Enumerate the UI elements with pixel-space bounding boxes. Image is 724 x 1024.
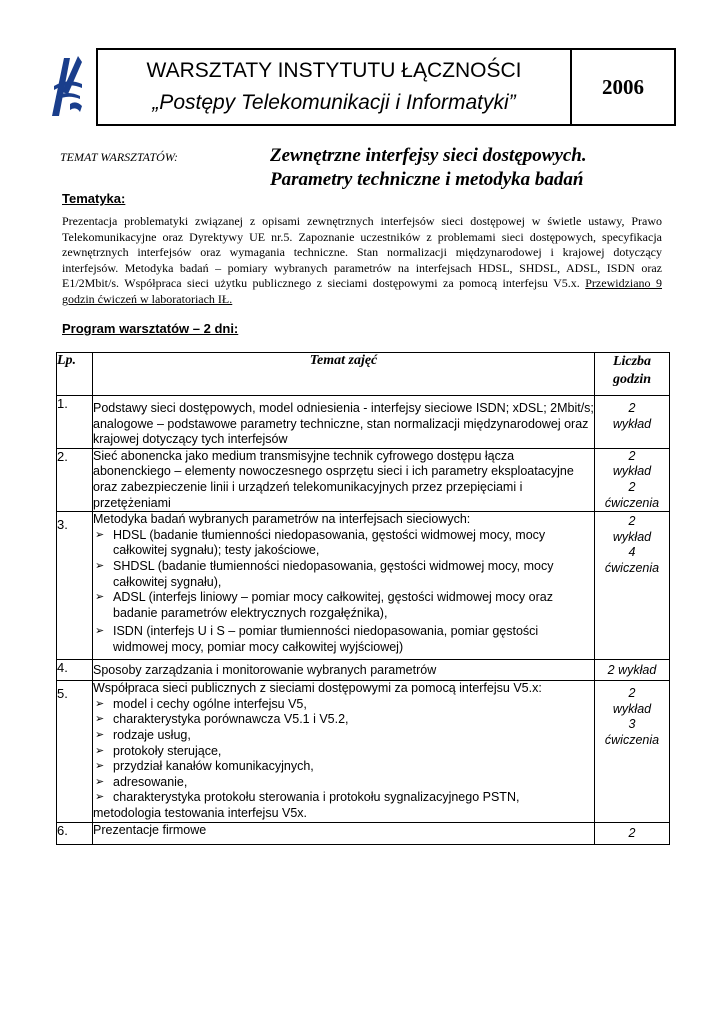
hours-line: 2 (628, 479, 636, 494)
table-row (57, 660, 670, 681)
hours-line: wykład (612, 464, 652, 479)
row-topic-text: Sieć abonencka jako medium transmisyjne technik cyfrowego dostępu łącza abonenckiego – elementy nowoczesnego osprzętu sieci i ich parametry eksploatacyjne oraz zabezpieczenie linii i urządzeń telekomunikacyjnych przez przepięciami i przetężeniami (93, 448, 574, 510)
row-topic-text: Prezentacje firmowe (93, 822, 207, 837)
topic-title-line-2: Parametry techniczne i metodyka badań (270, 169, 584, 190)
arrow-bullet-icon: ➢ (95, 791, 105, 804)
institute-logo (50, 52, 86, 118)
hours-line: 3 (628, 717, 636, 732)
row-number: 2. (57, 448, 93, 511)
table-row (57, 396, 670, 449)
program-heading: Program warsztatów – 2 dni: (62, 321, 239, 336)
row-topic-intro: Współpraca sieci publicznych z sieciami dostępowymi za pomocą interfejsu V5.x: (93, 681, 542, 696)
hours-line: ćwiczenia (604, 560, 660, 575)
program-table (56, 352, 670, 845)
tematyka-description (62, 214, 662, 308)
table-header-row (57, 353, 670, 396)
tematyka-heading: Tematyka: (62, 191, 126, 206)
arrow-bullet-icon: ➢ (95, 760, 105, 773)
arrow-bullet-icon: ➢ (95, 528, 105, 541)
row-topic (93, 448, 595, 511)
row-number: 4. (57, 660, 93, 681)
hours-line: 2 (628, 514, 636, 529)
row-topic-text: Sposoby zarządzania i monitorowanie wybranych parametrów (93, 663, 437, 678)
workshop-subtitle: „Postępy Telekomunikacji i Informatyki” (152, 91, 516, 114)
header-title-cell (98, 50, 572, 124)
list-item: ➢ adresowanie, (95, 774, 188, 789)
list-item: ➢ HDSL (badanie tłumienności niedopasowania, gęstości widmowej mocy, mocy całkowitej sygnału); testy jakościowe, (95, 527, 546, 558)
row-number: 3. (57, 512, 93, 660)
column-header-hours (595, 353, 670, 396)
hours-line: 4 (628, 545, 636, 560)
list-item: ➢ model i cechy ogólne interfejsu V5, (95, 696, 307, 711)
list-item: ➢ protokoły sterujące, (95, 743, 222, 758)
arrow-bullet-icon: ➢ (95, 728, 105, 741)
hours-line: 2 (628, 686, 636, 701)
column-header-topic: Temat zajęć (93, 353, 595, 396)
arrow-bullet-icon: ➢ (95, 625, 105, 638)
hours-line: wykład (612, 416, 652, 431)
row-hours (595, 681, 670, 822)
topic-label: TEMAT WARSZTATÓW: (60, 150, 179, 164)
table-row (57, 822, 670, 844)
column-header-hours-line-2: godzin (612, 372, 652, 387)
workshop-year: 2006 (602, 75, 644, 99)
row-hours (595, 396, 670, 449)
row-topic-outro: metodologia testowania interfejsu V5x. (93, 805, 308, 820)
arrow-bullet-icon: ➢ (95, 713, 105, 726)
list-item: ➢ ADSL (interfejs liniowy – pomiar mocy całkowitej, gęstości widmowej mocy oraz badanie parametrów elektrycznych rozgałęźnika), (95, 590, 553, 620)
column-header-hours-line-1: Liczba (612, 354, 652, 369)
row-number: 1. (57, 396, 93, 449)
workshop-title: WARSZTATY INSTYTUTU ŁĄCZNOŚCI (146, 59, 522, 82)
topic-title (270, 144, 587, 192)
list-item: ➢ ISDN (interfejs U i S – pomiar tłumienności niedopasowania, pomiar gęstości widmowej mocy, pomiar mocy całkowitej wyjściowej) (95, 624, 539, 654)
row-topic (93, 660, 595, 681)
row-topic-intro: Metodyka badań wybranych parametrów na interfejsach sieciowych: (93, 512, 471, 527)
hours-line: 2 (628, 401, 636, 415)
lab-hours-note: Przewidziano 9 godzin ćwiczeń w laboratoriach IŁ. (62, 276, 663, 306)
row-number: 6. (57, 822, 93, 844)
row-number: 5. (57, 681, 93, 822)
arrow-bullet-icon: ➢ (95, 744, 105, 757)
row-topic (93, 822, 595, 844)
header-box (96, 48, 676, 126)
topic-title-line-1: Zewnętrzne interfejsy sieci dostępowych. (270, 145, 587, 166)
v5-topics-list (93, 697, 594, 806)
list-item: ➢ charakterystyka porównawcza V5.1 i V5.2, (95, 712, 349, 727)
arrow-bullet-icon: ➢ (95, 559, 105, 572)
arrow-bullet-icon: ➢ (95, 697, 105, 710)
hours-line: ćwiczenia (604, 495, 660, 510)
list-item: ➢ charakterystyka protokołu sterowania i protokołu sygnalizacyjnego PSTN, (95, 790, 520, 805)
hours-line: 2 (628, 448, 636, 463)
hours-line: 2 wykład (607, 663, 657, 678)
arrow-bullet-icon: ➢ (95, 591, 105, 604)
hours-line: ćwiczenia (604, 732, 660, 747)
row-hours (595, 512, 670, 660)
list-item: ➢ SHDSL (badanie tłumienności niedopasowania, gęstości widmowej mocy, mocy całkowitej sygnału), (95, 558, 554, 589)
tematyka-text: Prezentacja problematyki związanej z opisami zewnętrznych interfejsów sieci dostępowej w świetle ustawy, Prawo Telekomunikacyjne oraz Dyrektywy UE nr.5. Zapoznanie uczestników z problemami sieci dostępowych, specyfikacja zewnętrznych interfejsów oraz wymagania techniczne. Stan normalizacji międzynarodowej i krajowej dotyczący interfejsów. Metodyka badań – pomiary wybranych parametrów na interfejsach HDSL, SHDSL, ADSL, ISDN oraz E1/2Mbit/s. Współpraca sieci użytku publicznego z sieciami dostępowymi za pomocą interfejsu V5.x. (62, 214, 662, 291)
hours-line: 2 (628, 825, 636, 840)
row-hours (595, 822, 670, 844)
hours-line: wykład (612, 701, 652, 716)
table-row (57, 681, 670, 822)
table-row (57, 448, 670, 511)
row-hours (595, 660, 670, 681)
column-header-lp: Lp. (57, 353, 93, 396)
hours-line: wykład (612, 529, 652, 544)
arrow-bullet-icon: ➢ (95, 775, 105, 788)
list-item: ➢ rodzaje usług, (95, 727, 191, 742)
row-hours (595, 448, 670, 511)
table-row (57, 512, 670, 660)
row-topic (93, 512, 595, 660)
row-topic (93, 681, 595, 822)
row-topic (93, 396, 595, 449)
row-topic-text: Podstawy sieci dostępowych, model odniesienia - interfejsy sieciowe ISDN; xDSL; 2Mbit/s; analogowe – podstawowe parametry techniczne, stan normalizacji międzynarodowej oraz krajowej dotyczący tych interfejsów (93, 401, 594, 447)
measurement-list (93, 528, 594, 656)
list-item: ➢ przydział kanałów komunikacyjnych, (95, 759, 314, 774)
